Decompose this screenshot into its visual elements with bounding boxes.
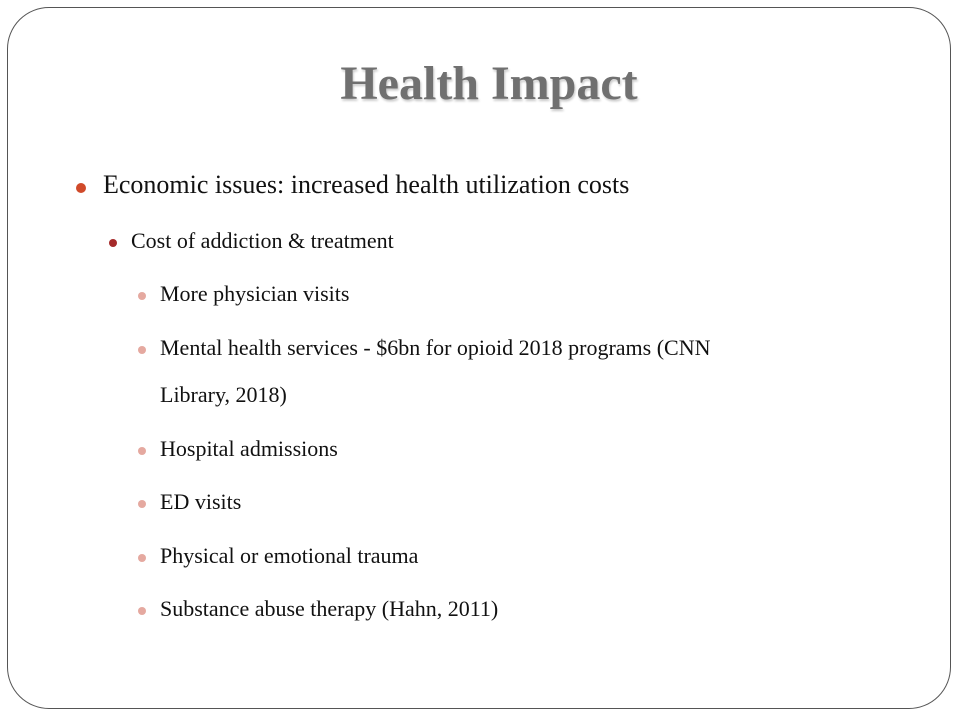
- bullet-text-economic-issues: Economic issues: increased health utilization costs: [103, 170, 630, 199]
- bullet-level3: [138, 346, 146, 354]
- bullet-level2: [109, 239, 117, 247]
- bullet-text-substance-abuse: Substance abuse therapy (Hahn, 2011): [160, 596, 499, 621]
- bullet-text-hospital-admissions: Hospital admissions: [160, 436, 338, 461]
- bullet-level3: [138, 500, 146, 508]
- slide-title: Health Impact: [340, 57, 638, 110]
- bullet-text-cost-of-addiction: Cost of addiction & treatment: [131, 228, 394, 253]
- bullet-level3: [138, 447, 146, 455]
- bullet-text-trauma: Physical or emotional trauma: [160, 543, 419, 568]
- bullet-level3: [138, 554, 146, 562]
- bullet-text-mental-health: Mental health services - $6bn for opioid 2018 programs (CNN: [160, 335, 711, 360]
- bullet-level3: [138, 607, 146, 615]
- bullet-text-ed-visits: ED visits: [160, 489, 242, 514]
- bullet-text-mental-health-continuation: Library, 2018): [160, 382, 287, 407]
- bullet-level1: [76, 183, 86, 193]
- bullet-level3: [138, 292, 146, 300]
- bullet-text-physician-visits: More physician visits: [160, 281, 350, 306]
